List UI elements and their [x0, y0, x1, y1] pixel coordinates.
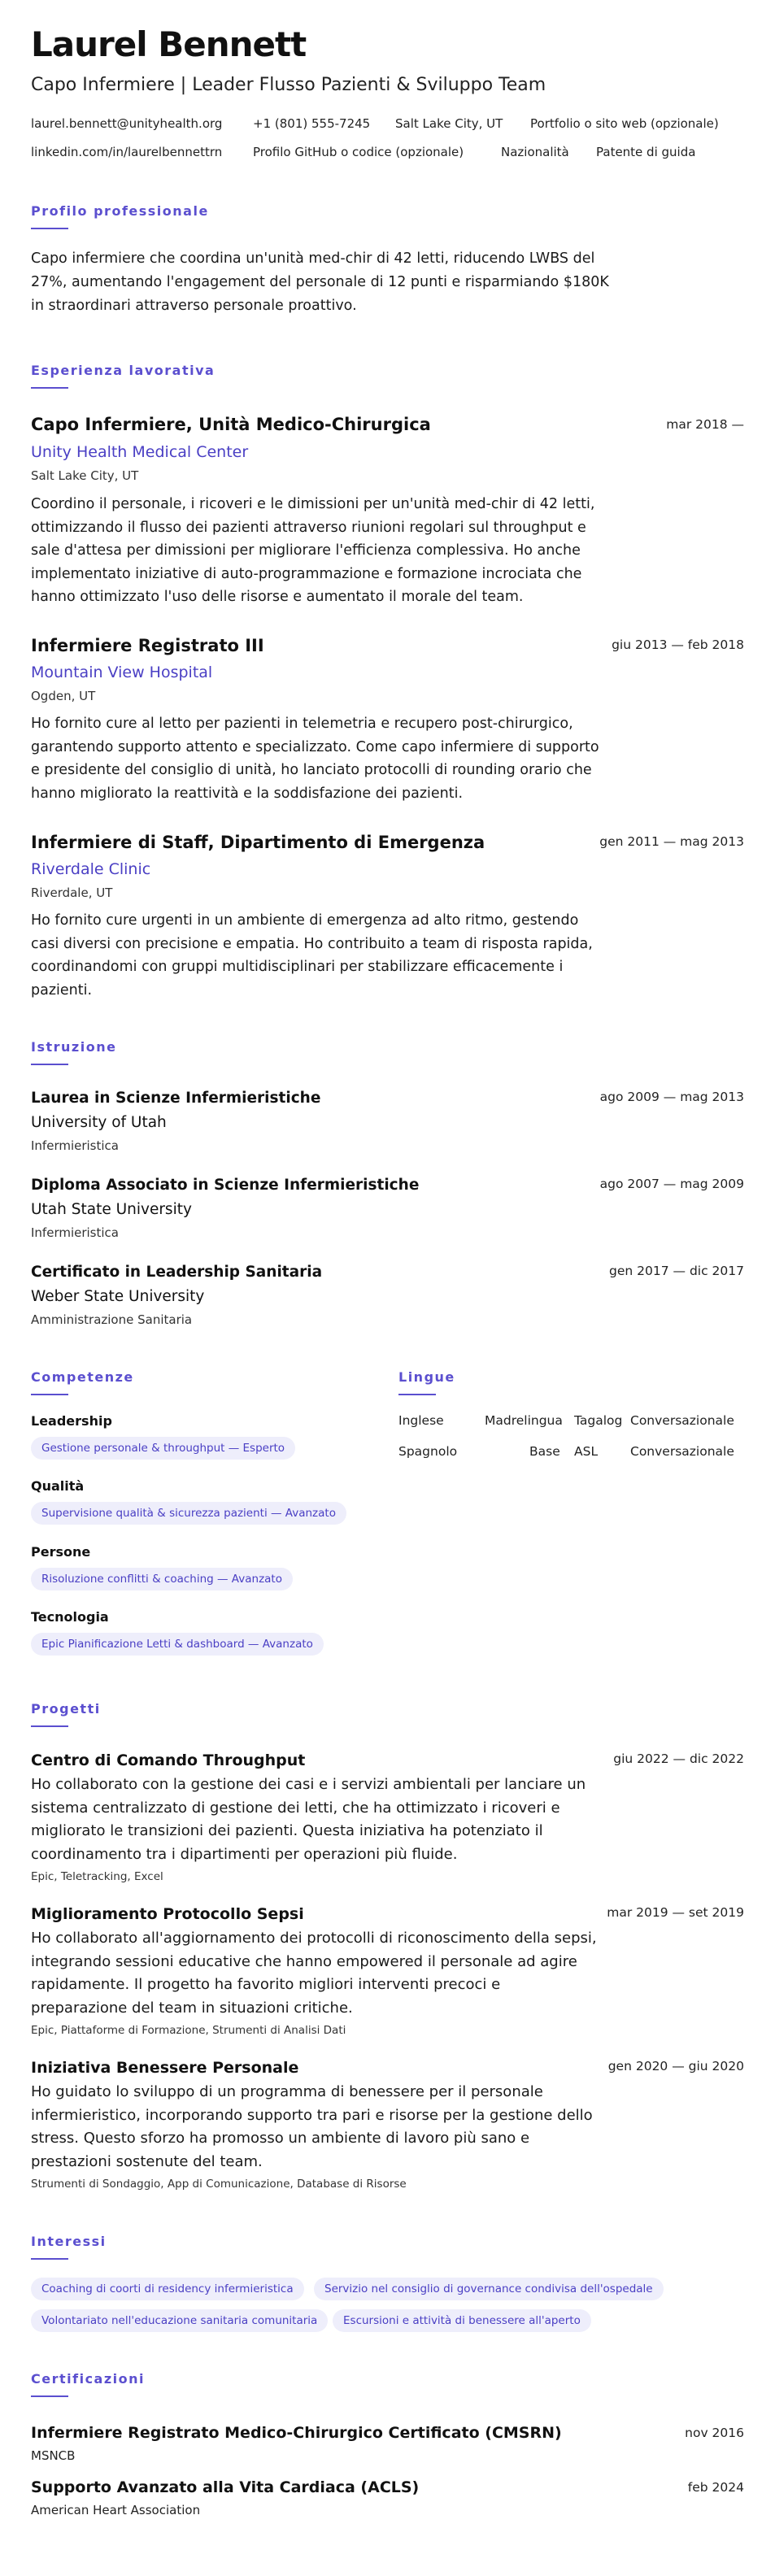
- project-description: Ho collaborato con la gestione dei casi e i servizi ambientali per lanciare un sistema centralizzato di gestione dei letti, che ha ottimizzato i ricoveri e migliorato le transizioni dei pazienti. Questa iniziativa ha potenziato il coordinamento tra i dipartimenti per operazioni più fluide.: [31, 1776, 586, 1863]
- skill-category: Persone: [31, 1544, 91, 1560]
- education-degree: Diploma Associato in Scienze Infermieristiche: [31, 1177, 420, 1194]
- project-description: Ho guidato lo sviluppo di un programma di benessere per il personale infermieristico, incorporando supporto tra pari e risorse per la gestione dello stress. Questo sforzo ha promosso un ambiente di lavoro più sano e prestazioni sostenute del team.: [31, 2083, 593, 2170]
- job-title: Infermiere Registrato III: [31, 636, 264, 655]
- job-company: Mountain View Hospital: [31, 664, 213, 681]
- language-level: Conversazionale: [630, 1444, 734, 1459]
- section-divider: [31, 228, 68, 229]
- job-date: gen 2011 — mag 2013: [599, 834, 744, 849]
- email-link[interactable]: laurel.bennett@unityhealth.org: [31, 116, 223, 131]
- language-level: Base: [529, 1444, 560, 1459]
- skill-category: Leadership: [31, 1413, 112, 1429]
- project-date: giu 2022 — dic 2022: [613, 1751, 744, 1766]
- candidate-name: Laurel Bennett: [31, 24, 307, 64]
- language-level: Conversazionale: [630, 1413, 734, 1428]
- project-title: Centro di Comando Throughput: [31, 1751, 306, 1769]
- section-title-education: Istruzione: [31, 1039, 117, 1055]
- location-text: Salt Lake City, UT: [395, 116, 503, 131]
- education-date: gen 2017 — dic 2017: [609, 1264, 744, 1278]
- candidate-title: Capo Infermiere | Leader Flusso Pazienti & Sviluppo Team: [31, 75, 546, 95]
- interest-pill: Escursioni e attività di benessere all'aperto: [333, 2309, 591, 2332]
- job-title: Infermiere di Staff, Dipartimento di Emergenza: [31, 833, 485, 852]
- job-date: mar 2018 —: [666, 417, 744, 432]
- section-title-skills: Competenze: [31, 1369, 134, 1385]
- education-school: University of Utah: [31, 1114, 167, 1131]
- skill-pill: Epic Pianificazione Letti & dashboard — Avanzato: [31, 1633, 324, 1656]
- job-description: Ho fornito cure al letto per pazienti in telemetria e recupero post-chirurgico, garantendo supporto attento e specializzato. Come capo infermiere di supporto e presidente del consiglio di unità, ho lanciato protocolli di rounding orario che hanno migliorato la reattività e la soddisfazione dei pazienti.: [31, 716, 599, 802]
- certification-date: nov 2016: [685, 2426, 744, 2440]
- driving-license-text: Patente di guida: [596, 145, 696, 159]
- section-divider: [31, 1394, 68, 1395]
- language-name: ASL: [574, 1444, 599, 1459]
- nationality-text: Nazionalità: [501, 145, 569, 159]
- interest-pill: Coaching di coorti di residency infermieristica: [31, 2278, 304, 2300]
- job-location: Ogden, UT: [31, 689, 96, 703]
- job-location: Salt Lake City, UT: [31, 468, 139, 483]
- job-company: Unity Health Medical Center: [31, 443, 249, 461]
- skill-pill: Supervisione qualità & sicurezza pazienti — Avanzato: [31, 1502, 346, 1525]
- interest-pill: Servizio nel consiglio di governance condivisa dell'ospedale: [314, 2278, 664, 2300]
- section-title-interests: Interessi: [31, 2234, 107, 2249]
- language-name: Spagnolo: [398, 1444, 458, 1459]
- certification-title: Infermiere Registrato Medico-Chirurgico Certificato (CMSRN): [31, 2424, 562, 2442]
- section-title-projects: Progetti: [31, 1701, 101, 1717]
- project-date: gen 2020 — giu 2020: [607, 2059, 744, 2073]
- education-date: ago 2009 — mag 2013: [599, 1090, 744, 1104]
- section-divider: [398, 1394, 436, 1395]
- job-title: Capo Infermiere, Unità Medico-Chirurgica: [31, 415, 431, 434]
- linkedin-link[interactable]: linkedin.com/in/laurelbennettrn: [31, 145, 223, 159]
- section-title-profile: Profilo professionale: [31, 203, 209, 219]
- certification-issuer: MSNCB: [31, 2448, 76, 2463]
- section-divider: [31, 387, 68, 389]
- project-description: Ho collaborato all'aggiornamento dei protocolli di riconoscimento della sepsi, integrando sessioni educative che hanno empowered il personale ad agire rapidamente. Il progetto ha favorito migliori interventi precoci e preparazione del team in situazioni critiche.: [31, 1930, 597, 2017]
- education-field: Amministrazione Sanitaria: [31, 1312, 193, 1327]
- language-level: Madrelingua: [485, 1413, 563, 1428]
- language-name: Inglese: [398, 1413, 444, 1428]
- education-date: ago 2007 — mag 2009: [599, 1177, 744, 1191]
- section-title-experience: Esperienza lavorativa: [31, 363, 216, 378]
- job-location: Riverdale, UT: [31, 886, 113, 900]
- skill-category: Tecnologia: [31, 1609, 109, 1625]
- certification-date: feb 2024: [687, 2480, 744, 2495]
- section-title-certifications: Certificazioni: [31, 2371, 146, 2387]
- skill-pill: Gestione personale & throughput — Esperto: [31, 1437, 295, 1460]
- certification-issuer: American Heart Association: [31, 2503, 201, 2517]
- project-technologies: Strumenti di Sondaggio, App di Comunicazione, Database di Risorse: [31, 2178, 407, 2191]
- skill-pill: Risoluzione conflitti & coaching — Avanzato: [31, 1568, 293, 1590]
- skill-category: Qualità: [31, 1478, 85, 1494]
- profile-summary: Capo infermiere che coordina un'unità med-chir di 42 letti, riducendo LWBS del 27%, aumentando l'engagement del personale di 12 punti e risparmiando $180K in straordinari attraverso personale proattivo.: [31, 250, 609, 314]
- project-technologies: Epic, Teletracking, Excel: [31, 1870, 163, 1883]
- section-title-languages: Lingue: [398, 1369, 455, 1385]
- certification-title: Supporto Avanzato alla Vita Cardiaca (ACLS): [31, 2478, 420, 2496]
- job-company: Riverdale Clinic: [31, 860, 151, 878]
- job-description: Coordino il personale, i ricoveri e le dimissioni per un'unità med-chir di 42 letti, ottimizzando il flusso dei pazienti attraverso riunioni regolari sul throughput e sale d'attesa per dimissioni per migliorare l'efficienza complessiva. Ho anche implementato iniziative di auto-programmazione e formazione incrociata che hanno ottimizzato l'uso delle risorse e aumentato il morale del team.: [31, 496, 595, 605]
- education-field: Infermieristica: [31, 1138, 119, 1153]
- project-title: Miglioramento Protocollo Sepsi: [31, 1905, 304, 1923]
- github-link[interactable]: Profilo GitHub o codice (opzionale): [253, 145, 464, 159]
- portfolio-link[interactable]: Portfolio o sito web (opzionale): [530, 116, 719, 131]
- section-divider: [31, 1725, 68, 1727]
- education-field: Infermieristica: [31, 1225, 119, 1240]
- phone-link[interactable]: +1 (801) 555-7245: [253, 116, 371, 131]
- project-technologies: Epic, Piattaforme di Formazione, Strumenti di Analisi Dati: [31, 2024, 346, 2037]
- education-school: Weber State University: [31, 1288, 205, 1305]
- interest-pill: Volontariato nell'educazione sanitaria comunitaria: [31, 2309, 328, 2332]
- project-date: mar 2019 — set 2019: [607, 1905, 744, 1920]
- section-divider: [31, 2395, 68, 2397]
- project-title: Iniziativa Benessere Personale: [31, 2059, 299, 2077]
- section-divider: [31, 1064, 68, 1065]
- section-divider: [31, 2258, 68, 2260]
- job-date: giu 2013 — feb 2018: [612, 637, 744, 652]
- job-description: Ho fornito cure urgenti in un ambiente di emergenza ad alto ritmo, gestendo casi diversi con precisione e empatia. Ho contribuito a team di risposta rapida, coordinandomi con gruppi multidisciplinari per stabilizzare efficacemente i pazienti.: [31, 912, 593, 999]
- education-school: Utah State University: [31, 1201, 192, 1218]
- education-degree: Laurea in Scienze Infermieristiche: [31, 1090, 321, 1107]
- language-name: Tagalog: [574, 1413, 623, 1428]
- education-degree: Certificato in Leadership Sanitaria: [31, 1264, 323, 1281]
